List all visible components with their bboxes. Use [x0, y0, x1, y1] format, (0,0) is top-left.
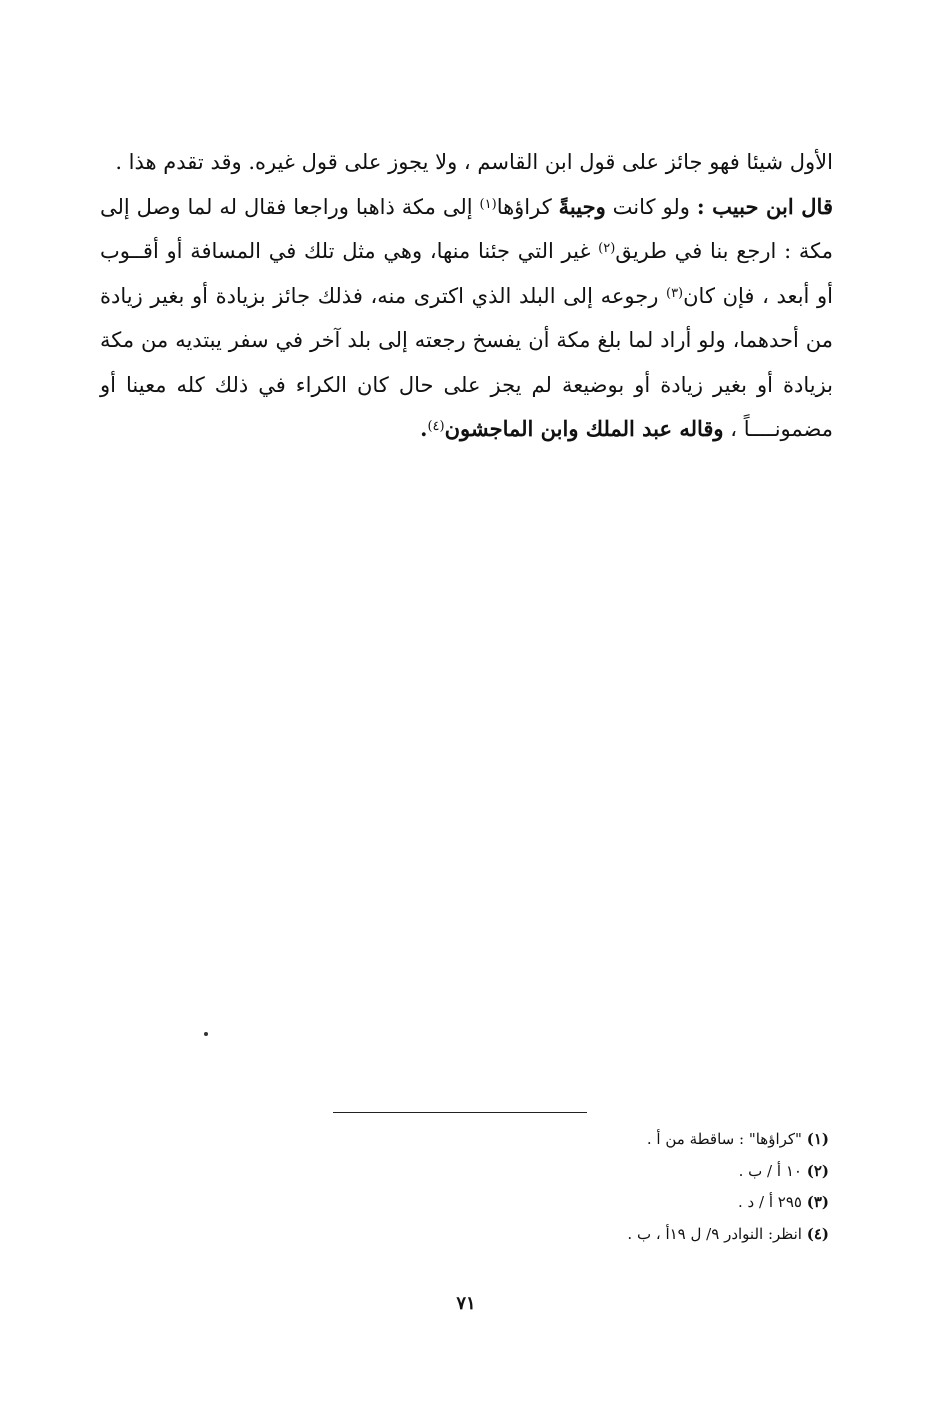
footnotes-section	[329, 1124, 829, 1250]
footnote-separator	[333, 1112, 587, 1113]
footnote-2	[329, 1156, 829, 1188]
footnote-number: (٣)	[806, 1193, 829, 1211]
paragraph-1: الأول شيئا فهو جائز على قول ابن القاسم ، ولا يجوز على قول غيره. وقد تقدم هذا .	[115, 150, 833, 174]
stray-dot-mark	[204, 1032, 208, 1036]
footnote-1	[329, 1124, 829, 1156]
footnote-number: (٤)	[806, 1224, 829, 1243]
page-number: ٧١	[456, 1293, 476, 1314]
footnote-number: (١)	[806, 1130, 829, 1148]
footnote-text: "كراؤها" : ساقطة من أ .	[646, 1130, 802, 1148]
main-text	[100, 140, 833, 452]
paragraph-2: قال ابن حبيب : ولو كانت وجيبةً كراؤها$^{(١)}$ إلى مكة ذاهبا وراجعا فقال له لما وصل إلى مكة : ارجع بنا في طريق$^{(٢)}$ غير التي جئنا منها، وهي مثل تلك في المسافة أو أقــوب أو أبعد ، فإن كان$^{(٣)}$ رجوعه إلى البلد الذي اكترى منه، فذلك جائز بزيادة أو بغير زيادة من أحدهما، ولو أراد لما بلغ مكة أن يفسخ رجعته إلى بلد آخر في سفر يبتديه من مكة بزيادة أو بغير زيادة أو بوضيعة لم يجز على حال كان الكراء في ذلك كله معينا أو مضمونــــاً ، وقاله عبد الملك وابن الماجشون$^{(٤)}$.	[100, 193, 833, 441]
footnote-4	[329, 1219, 829, 1251]
footnote-number: (٢)	[806, 1161, 829, 1180]
term-wajiba: وجيبةً	[558, 193, 606, 219]
attribution-abd-al-malik: وقاله عبد الملك وابن الماجشون	[444, 416, 724, 441]
footnote-ref-3[interactable]: (٣)	[665, 285, 684, 301]
footnote-ref-4[interactable]: (٤)	[427, 419, 445, 434]
footnote-text: ٢٩٥ أ / د .	[738, 1193, 802, 1211]
footnote-3	[329, 1187, 829, 1219]
footnote-ref-1[interactable]: (١)	[479, 196, 497, 212]
footnote-text: انظر: النوادر ٩/ ل ١٩أ ، ب .	[627, 1224, 802, 1243]
footnote-text: ١٠ أ / ب .	[738, 1161, 802, 1180]
speaker-ibn-habib: قال ابن حبيب :	[696, 193, 833, 219]
footnote-ref-2[interactable]: (٢)	[598, 241, 616, 256]
